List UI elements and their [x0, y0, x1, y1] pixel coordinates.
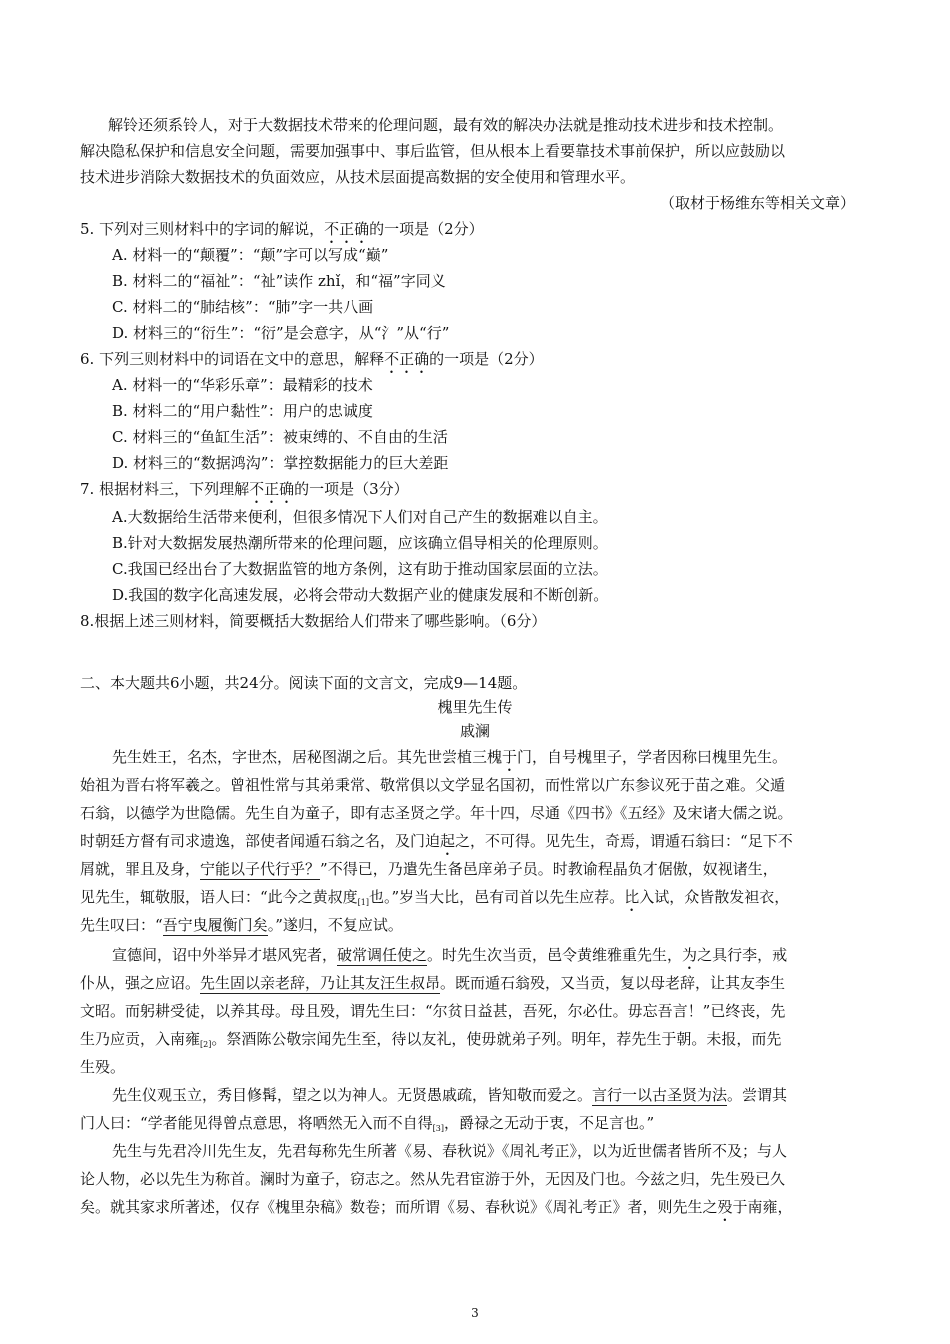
passage-line: 始祖为晋右将军羲之。曾祖性常与其弟秉常、敬常俱以文学显名国初，而性常以广东参议死于苗之难。父遁	[80, 776, 786, 794]
passage-line: 屑就，罪且及身，宁能以子代行乎？”不得已，乃遣先生备邑庠弟子员。时教谕程晶负才倨傲，奴视诸生，	[80, 860, 778, 878]
passage-line: 宣德间，诏中外举异才堪风宪者，破常调任使之。时先生次当贡，邑令黄维雅重先生，为之具行李，戒	[112, 946, 788, 964]
question-6-option-c: C. 材料三的“鱼缸生活”：被束缚的、不自由的生活	[112, 428, 448, 446]
question-7-stem: 7. 根据材料三，下列理解不正确的一项是（3分）	[80, 480, 409, 498]
passage-line: 文昭。而躬耕受徒，以养其母。母且殁，谓先生曰：“尔贫日益甚，吾死，尔必仕。毋忘吾言！”已终丧，先	[80, 1002, 786, 1020]
question-6-option-b: B. 材料二的“用户黏性”：用户的忠诚度	[112, 402, 373, 420]
underlined-sentence: 吾宁曳履衡门矣	[162, 916, 268, 934]
passage-line: 石翁，以德学为世隐儒。先生自为童子，即有志圣贤之学。年十四，尽通《四书》《五经》及宋诸大儒之说。	[80, 804, 793, 822]
passage-author: 戚澜	[459, 722, 490, 740]
question-7-option-b: B.针对大数据发展热潮所带来的伦理问题，应该确立倡导相关的伦理原则。	[112, 534, 608, 552]
passage-line: 矣。就其家求所著述，仅存《槐里杂稿》数卷；而所谓《易、春秋说》《周礼考正》者，则先生之殁于南雍，	[80, 1198, 793, 1216]
page-number: 3	[471, 1306, 479, 1320]
question-8-stem: 8.根据上述三则材料，简要概括大数据给人们带来了哪些影响。（6分）	[80, 612, 547, 630]
passage-line: 先生与先君冷川先生友，先君每称先生所著《易、春秋说》《周礼考正》，以为近世儒者皆所不及；与人	[112, 1142, 788, 1160]
material-source: （取材于杨维东等相关文章）	[660, 194, 856, 212]
material-paragraph-line: 解铃还须系铃人，对于大数据技术带来的伦理问题，最有效的解决办法就是推动技术进步和技术控制。	[108, 116, 784, 134]
footnote-marker: [3]	[432, 1124, 445, 1133]
underlined-sentence: 言行一以古圣贤为法	[592, 1086, 728, 1104]
passage-line: 生殁。	[80, 1058, 126, 1076]
footnote-marker: [2]	[200, 1040, 212, 1049]
question-6-option-d: D. 材料三的“数据鸿沟”：掌控数据能力的巨大差距	[112, 454, 449, 472]
underlined-sentence: 先生固以亲老辞，乃让其友汪生叔昂	[200, 974, 441, 992]
passage-line: 论人物，必以先生为称首。澜时为童子，窃志之。然从先君宦游于外，无因及门也。今兹之归，先生殁已久	[80, 1170, 786, 1188]
passage-line: 时朝廷方督有司求遗逸，部使者闻遁石翁之名，及门迫起之，不可得。见先生，奇焉，谓遁石翁曰：“足下不	[80, 832, 793, 850]
material-paragraph-line: 解决隐私保护和信息安全问题，需要加强事中、事后监管，但从根本上看要靠技术事前保护，所以应鼓励以	[80, 142, 786, 160]
material-paragraph-line: 技术进步消除大数据技术的负面效应，从技术层面提高数据的安全使用和管理水平。	[80, 168, 636, 186]
question-6-stem: 6. 下列三则材料中的词语在文中的意思，解释不正确的一项是（2分）	[80, 350, 544, 368]
question-7-option-c: C.我国已经出台了大数据监管的地方条例，这有助于推动国家层面的立法。	[112, 560, 608, 578]
passage-line: 仆从，强之应诏。先生固以亲老辞，乃让其友汪生叔昂。既而遁石翁殁，又当贡，复以母老辞，让其友李生	[80, 974, 786, 992]
underlined-sentence: 破常调任使之	[337, 946, 428, 964]
question-6-option-a: A. 材料一的“华彩乐章”：最精彩的技术	[112, 376, 373, 394]
question-7-option-a: A.大数据给生活带来便利，但很多情况下人们对自己产生的数据难以自主。	[112, 508, 608, 526]
question-5-stem: 5. 下列对三则材料中的字词的解说，不正确的一项是（2分）	[80, 220, 484, 238]
passage-line: 生乃应贡，入南雍$_{[2]}$。祭酒陈公敬宗闻先生至，待以友礼，使毋就弟子列。明年，荐先生于朝。未报，而先	[80, 1030, 782, 1049]
passage-line: 见先生，辄敬服，语人曰：“此今之黄叔度$_{[1]}$也。”岁当大比，邑有司首以先生应荐。比入试，众皆散发袒衣，	[80, 888, 790, 907]
question-5-option-d: D. 材料三的“衍生”：“衍”是会意字，从“氵”从“行”	[112, 324, 450, 342]
passage-line: 先生叹曰：“吾宁曳履衡门矣。”遂归，不复应试。	[80, 916, 403, 934]
question-7-option-d: D.我国的数字化高速发展，必将会带动大数据产业的健康发展和不断创新。	[112, 586, 609, 604]
section-2-heading: 二、本大题共6小题，共24分。阅读下面的文言文，完成9—14题。	[80, 674, 528, 692]
passage-line: 先生姓王，名杰，字世杰，居秘图湖之后。其先世尝植三槐于门，自号槐里子，学者因称曰槐里先生。	[112, 748, 788, 766]
underlined-sentence: 宁能以子代行乎？	[200, 860, 321, 878]
passage-line: 门人曰：“学者能见得曾点意思，将哂然无入而不自得$_{[3]}$，爵禄之无动于衷，不足言也。”	[80, 1114, 655, 1133]
question-5-option-b: B. 材料二的“福祉”：“祉”读作 zhǐ，和“福”字同义	[112, 272, 446, 290]
footnote-marker: [1]	[357, 898, 370, 907]
question-5-option-c: C. 材料二的“肺结核”：“肺”字一共八画	[112, 298, 374, 316]
question-5-option-a: A. 材料一的“颠覆”：“颠”字可以写成“巅”	[112, 246, 389, 264]
passage-title: 槐里先生传	[437, 698, 513, 716]
passage-line: 先生仪观玉立，秀目修髯，望之以为神人。无贤愚戚疏，皆知敬而爱之。言行一以古圣贤为法。尝谓其	[112, 1086, 788, 1104]
